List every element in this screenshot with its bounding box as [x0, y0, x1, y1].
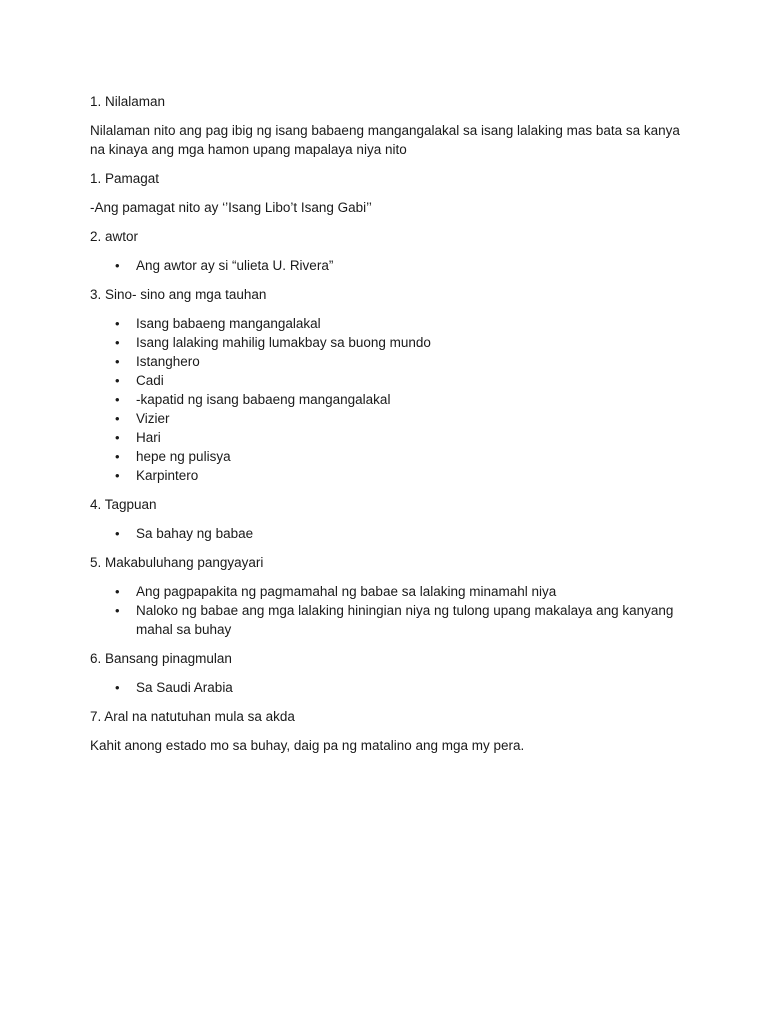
- bullet-icon: •: [115, 335, 120, 350]
- bullet-icon: •: [115, 603, 120, 618]
- list-item: [90, 371, 676, 390]
- list-item-text: Sa bahay ng babae: [136, 526, 254, 541]
- list-item: [90, 390, 676, 409]
- list-item-text: Cadi: [136, 373, 164, 388]
- list-item-text: Naloko ng babae ang mga lalaking hiningian niya ng tulong upang makalaya ang kanyang mahal sa buhay: [136, 603, 674, 637]
- list-item-text: Karpintero: [136, 468, 199, 483]
- list-item: [90, 466, 676, 485]
- list-item: [90, 333, 676, 352]
- section-heading-pangyayari: 5. Makabuluhang pangyayari: [90, 555, 264, 570]
- bullet-icon: •: [115, 392, 120, 407]
- tauhan-list: [90, 314, 690, 485]
- list-item: [90, 447, 676, 466]
- list-item-text: Ang awtor ay si “ulieta U. Rivera”: [136, 258, 334, 273]
- list-item-text: Isang lalaking mahilig lumakbay sa buong mundo: [136, 335, 431, 350]
- tagpuan-list: [90, 524, 690, 543]
- list-item-text: hepe ng pulisya: [136, 449, 231, 464]
- section-heading-tauhan: 3. Sino- sino ang mga tauhan: [90, 287, 267, 302]
- section-text-nilalaman: Nilalaman nito ang pag ibig ng isang babaeng mangangalakal sa isang lalaking mas bata sa kanya na kinaya ang mga hamon upang mapalaya niya nito: [90, 123, 680, 157]
- section-heading-awtor: 2. awtor: [90, 229, 139, 244]
- bullet-icon: •: [115, 258, 120, 273]
- list-item-text: Vizier: [136, 411, 170, 426]
- list-item: [90, 409, 676, 428]
- section-heading-nilalaman: 1. Nilalaman: [90, 94, 166, 109]
- section-heading-pamagat: 1. Pamagat: [90, 171, 160, 186]
- section-heading-aral: 7. Aral na natutuhan mula sa akda: [90, 709, 295, 724]
- list-item: [90, 256, 676, 275]
- section-heading-bansa: 6. Bansang pinagmulan: [90, 651, 232, 666]
- list-item-text: Hari: [136, 430, 161, 445]
- section-text-aral: Kahit anong estado mo sa buhay, daig pa ng matalino ang mga my pera.: [90, 738, 525, 753]
- list-item-text: Isang babaeng mangangalakal: [136, 316, 321, 331]
- list-item: [90, 601, 676, 639]
- list-item: [90, 678, 676, 697]
- list-item: [90, 582, 676, 601]
- list-item: [90, 314, 676, 333]
- bullet-icon: •: [115, 411, 120, 426]
- bullet-icon: •: [115, 316, 120, 331]
- list-item: [90, 428, 676, 447]
- bullet-icon: •: [115, 584, 120, 599]
- list-item-text: Ang pagpapakita ng pagmamahal ng babae sa lalaking minamahl niya: [136, 584, 557, 599]
- bullet-icon: •: [115, 680, 120, 695]
- list-item: [90, 524, 676, 543]
- bullet-icon: •: [115, 430, 120, 445]
- document-page: [90, 92, 690, 765]
- list-item-text: -kapatid ng isang babaeng mangangalakal: [136, 392, 391, 407]
- section-text-pamagat: -Ang pamagat nito ay ‘’Isang Libo’t Isang Gabi’’: [90, 200, 372, 215]
- list-item-text: Sa Saudi Arabia: [136, 680, 233, 695]
- bullet-icon: •: [115, 354, 120, 369]
- list-item-text: Istanghero: [136, 354, 200, 369]
- section-heading-tagpuan: 4. Tagpuan: [90, 497, 157, 512]
- bansa-list: [90, 678, 690, 697]
- awtor-list: [90, 256, 690, 275]
- list-item: [90, 352, 676, 371]
- bullet-icon: •: [115, 449, 120, 464]
- bullet-icon: •: [115, 526, 120, 541]
- bullet-icon: •: [115, 468, 120, 483]
- bullet-icon: •: [115, 373, 120, 388]
- pangyayari-list: [90, 582, 690, 639]
